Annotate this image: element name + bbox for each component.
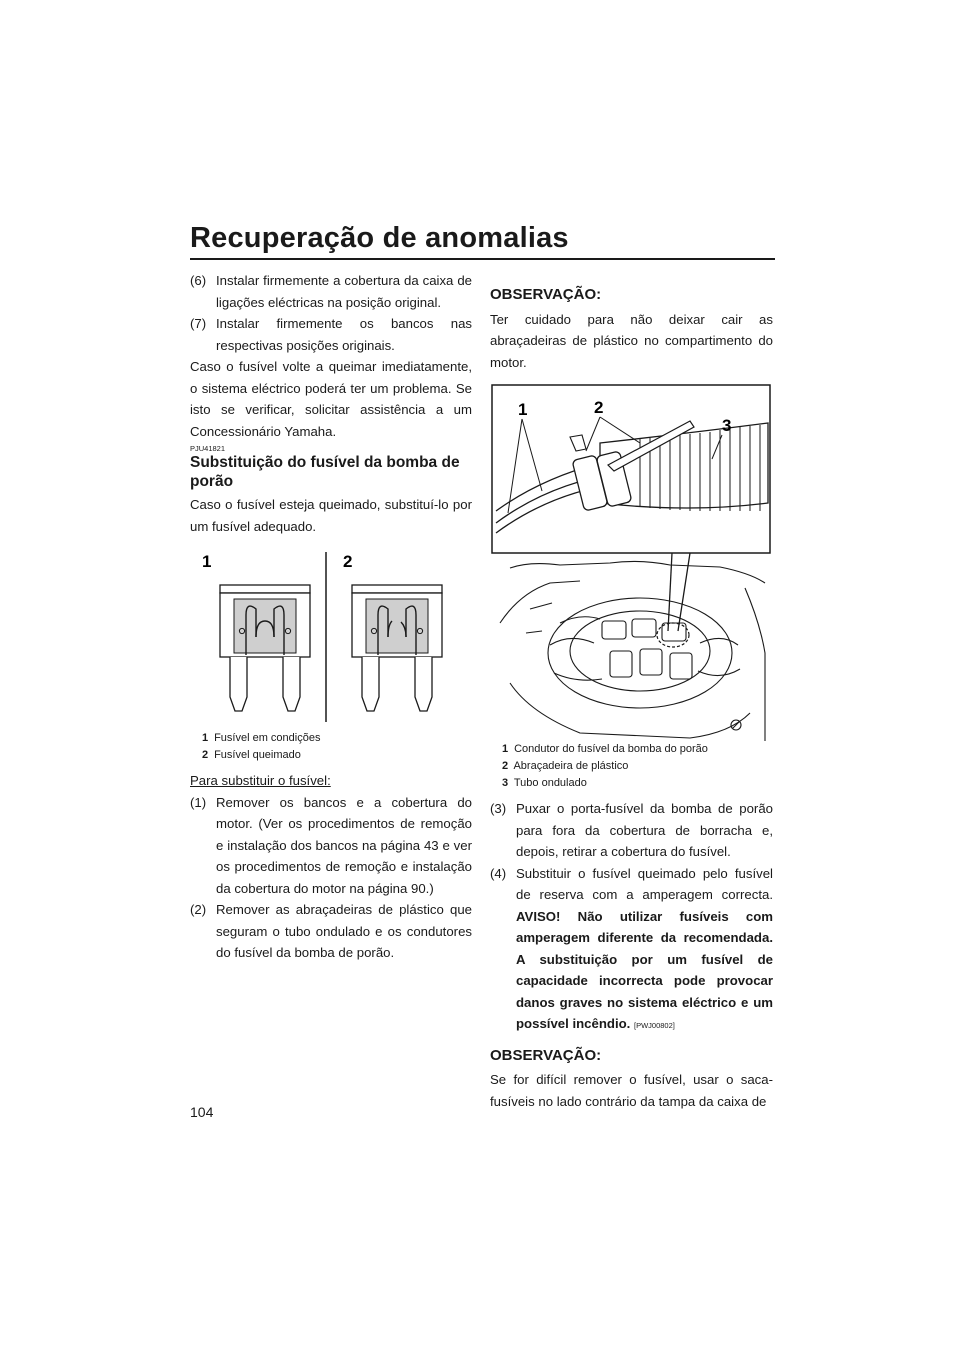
step-4 [490,863,773,1037]
label-3: 3 [722,416,732,435]
step-text: Remover as abraçadeiras de plástico que seguram o tubo ondulado e os condutores do fusível da bomba de porão. [216,902,472,960]
caption-3: 3 Tubo ondulado [502,777,587,789]
good-fuse-drawing [220,585,310,711]
note-title: OBSERVAÇÃO: [490,286,602,303]
step-text [516,863,773,1037]
note-title-2: OBSERVAÇÃO: [490,1046,602,1064]
figure-label-1: 1 [202,552,212,571]
caption-2: 2 Fusível queimado [202,749,301,761]
step-1 [190,792,472,900]
note-text: Ter cuidado para não deixar cair as abraçadeiras de plástico no compartimento do motor. [490,311,773,370]
step-2 [190,899,472,964]
figure-label-2: 2 [343,552,353,571]
section-intro: Caso o fusível esteja queimado, substituí-lo por um fusível adequado. [190,497,472,534]
step-number: (4) [490,865,507,881]
warning-code: [PWJ00802] [634,1021,675,1030]
step-4-text: Substituir o fusível queimado pelo fusível de reserva com a amperagem correcta. [516,865,773,902]
procedure-title: Para substituir o fusível: [190,773,331,788]
header-rule [190,258,775,260]
step-number: (7) [190,316,207,331]
fuse-illustration [190,547,472,762]
caption-2: 2 Abraçadeira de plástico [502,760,629,772]
step-number: (2) [190,902,207,917]
step-number: (6) [190,273,207,288]
step-3 [490,798,773,863]
engine-compartment [500,561,765,741]
left-column [190,270,472,964]
blown-again-paragraph: Caso o fusível volte a queimar imediatamente, o sistema eléctrico poderá ter um problema. Se isto se verificar, solicitar assistência a um Concessionário Yamaha. [190,359,472,439]
section-heading: Substituição do fusível da bomba de porão [190,454,460,490]
label-2: 2 [594,398,604,417]
step-text: Remover os bancos e a cobertura do motor. (Ver os procedimentos de remoção e instalação dos bancos na página 43 e ver os procedimentos de remoção e instalação da cobertura do motor na página 90.) [216,794,472,896]
step-number: (3) [490,801,507,816]
page-title: Recuperação de anomalias [190,222,569,254]
label-1: 1 [518,400,528,419]
section-code: PJU41821 [190,444,226,453]
step-6 [190,270,472,313]
step-text: Instalar firmemente a cobertura da caixa de ligações eléctricas na posição original. [216,273,472,310]
step-text: Instalar firmemente os bancos nas respectivas posições originais. [216,316,472,353]
engine-compartment-illustration [490,383,773,743]
step-number: (1) [190,794,207,810]
fuse-captions [202,730,320,764]
engine-captions [502,741,773,792]
page-number: 104 [190,1104,214,1120]
engine-diagram [490,383,773,743]
step-7 [190,313,472,356]
step-text: Puxar o porta-fusível da bomba de porão para fora da cobertura de borracha e, depois, retirar a cobertura do fusível. [516,801,773,859]
right-column [490,280,773,1112]
warning-text: AVISO! Não utilizar fusíveis com amperagem diferente da recomendada. A substituição por um fusível de capacidade incorrecta pode provocar danos graves no sistema eléctrico e um possível incêndio. [516,908,773,1031]
caption-1: 1 Condutor do fusível da bomba do porão [502,743,708,755]
blown-fuse-drawing [352,585,442,711]
fuse-diagram [190,547,472,727]
caption-1: 1 Fusível em condições [202,732,321,744]
note-text-2: Se for difícil remover o fusível, usar o saca-fusíveis no lado contrário da tampa da caixa de [490,1072,773,1109]
